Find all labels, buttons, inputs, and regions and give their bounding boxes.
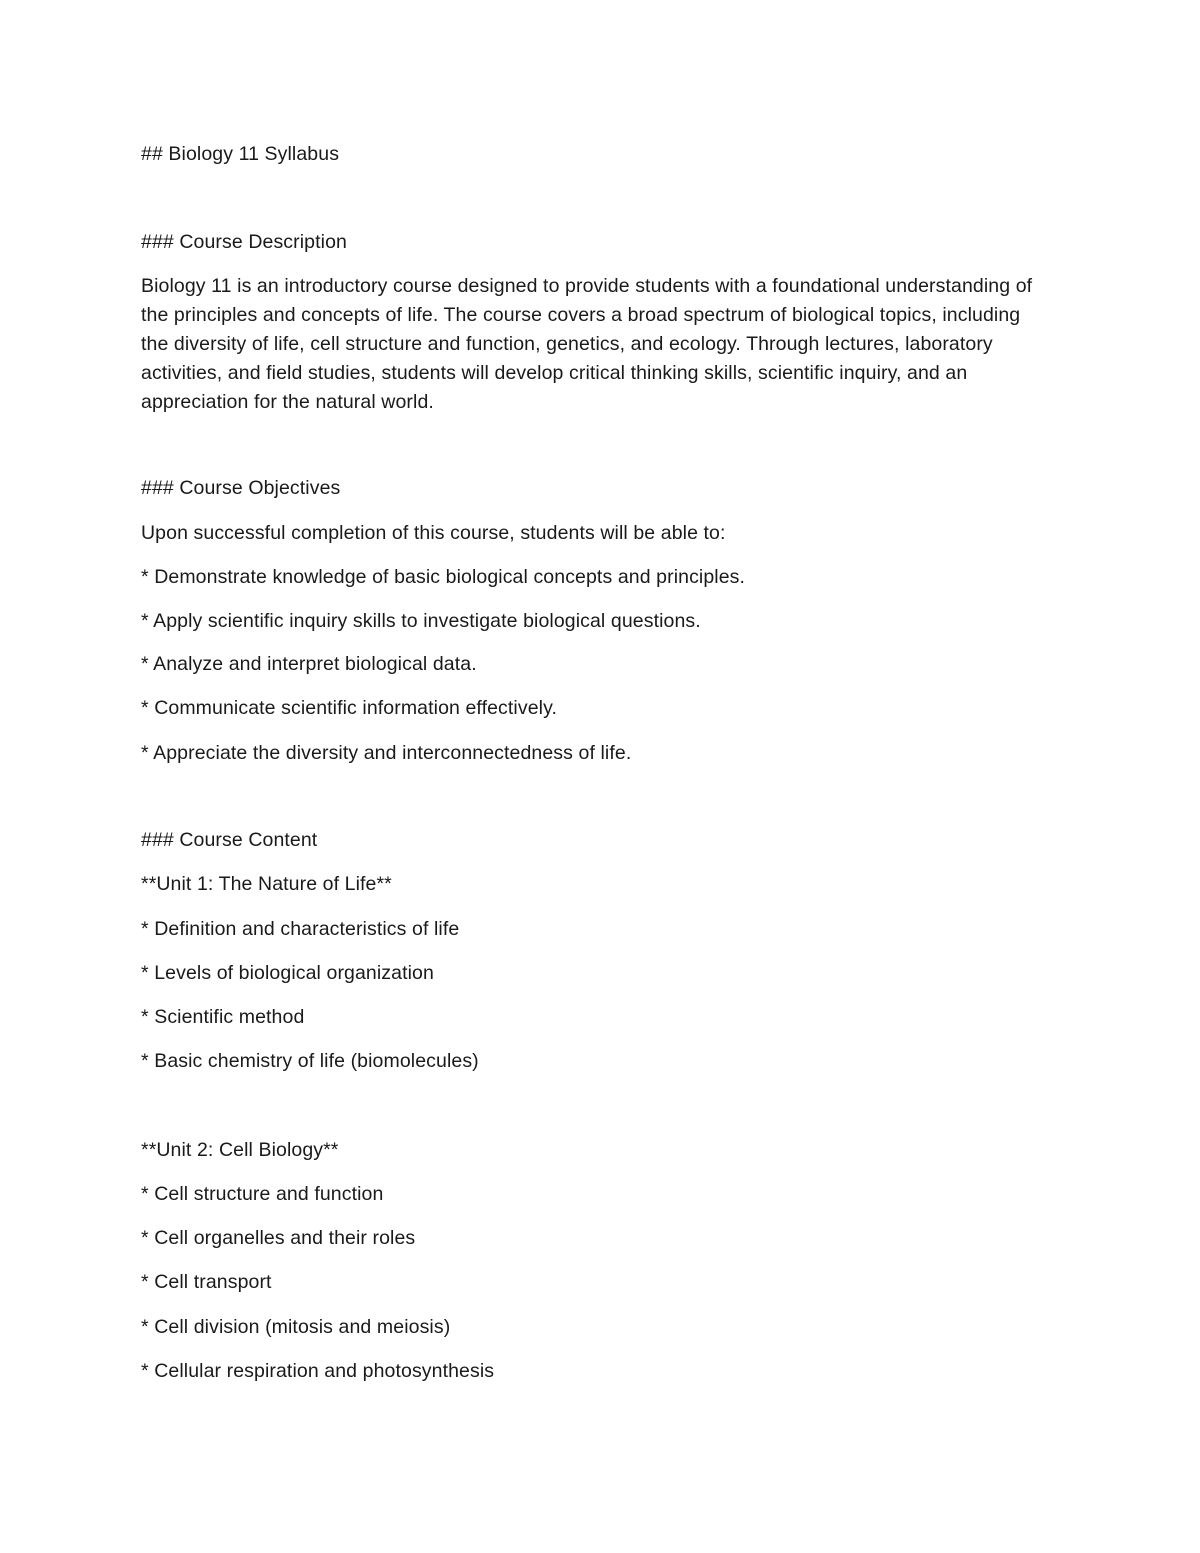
objective-item: * Apply scientific inquiry skills to investigate biological questions. — [141, 610, 701, 632]
course-description-paragraph: Biology 11 is an introductory course designed to provide students with a foundational understanding of the principles and concepts of life. The course covers a broad spectrum of biological topics, including the diversity of life, cell structure and function, genetics, and ecology. Through lectures, laboratory activities, and field studies, students will develop critical thinking skills, scientific inquiry, and an appreciation for the natural world. — [141, 275, 1033, 413]
unit-1-item: * Basic chemistry of life (biomolecules) — [141, 1050, 479, 1072]
unit-1-item: * Definition and characteristics of life — [141, 918, 460, 940]
course-content-heading: ### Course Content — [141, 829, 318, 851]
unit-2-item: * Cell division (mitosis and meiosis) — [141, 1316, 451, 1338]
objective-item: * Communicate scientific information effectively. — [141, 697, 558, 719]
objective-item: * Analyze and interpret biological data. — [141, 653, 477, 675]
unit-1-title: **Unit 1: The Nature of Life** — [141, 873, 392, 895]
unit-2-item: * Cell organelles and their roles — [141, 1227, 416, 1249]
unit-2-item: * Cellular respiration and photosynthesis — [141, 1360, 495, 1382]
unit-2-item: * Cell structure and function — [141, 1183, 384, 1205]
unit-1-item: * Levels of biological organization — [141, 962, 434, 984]
course-objectives-heading: ### Course Objectives — [141, 477, 341, 499]
objective-item: * Demonstrate knowledge of basic biological concepts and principles. — [141, 566, 746, 588]
course-objectives-intro: Upon successful completion of this course, students will be able to: — [141, 522, 726, 544]
unit-2-title: **Unit 2: Cell Biology** — [141, 1139, 339, 1161]
unit-2-item: * Cell transport — [141, 1271, 272, 1293]
unit-1-item: * Scientific method — [141, 1006, 305, 1028]
course-description-heading: ### Course Description — [141, 231, 347, 253]
document-title: ## Biology 11 Syllabus — [141, 143, 340, 165]
objective-item: * Appreciate the diversity and interconnectedness of life. — [141, 742, 632, 764]
